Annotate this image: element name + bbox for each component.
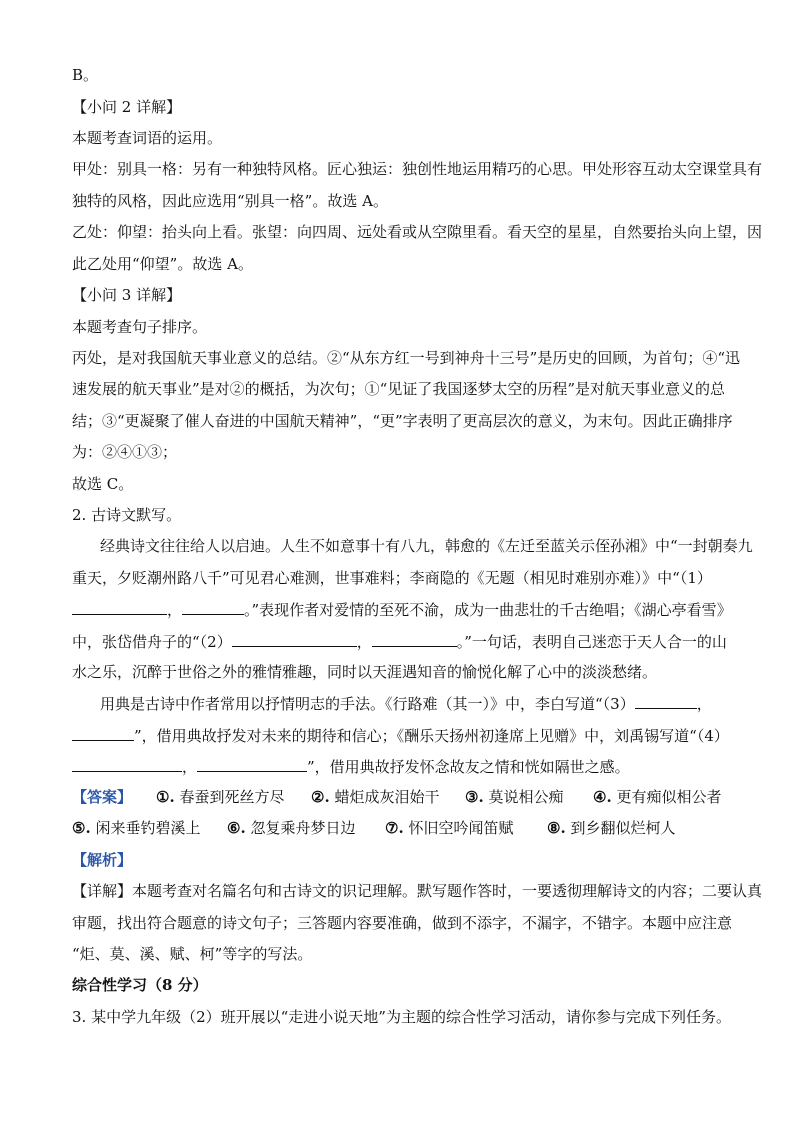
question-3-text: 3. 某中学九年级（2）班开展以“走进小说天地”为主题的综合性学习活动，请你参与完成下列任务。 — [72, 1008, 731, 1026]
text-line: ， ”，借用典故抒发怀念故友之情和恍如隔世之感。 — [72, 755, 630, 777]
text-line: 甲处：别具一格：另有一种独特风格。匠心独运：独创性地运用精巧的心思。甲处形容互动太空课堂具有 — [72, 160, 763, 178]
text-line: 故选 C。 — [72, 475, 134, 493]
text-line: 本题考查词语的运用。 — [72, 129, 223, 147]
fill-blank — [197, 755, 307, 772]
fill-blank — [72, 598, 167, 615]
fill-blank — [72, 724, 134, 741]
answer-item: ①. 春蚕到死丝方尽 — [156, 788, 285, 806]
fill-blank — [372, 630, 457, 647]
text-line: 中，张岱借舟子的“（2） ， 。”一句话，表明自己迷恋于天人合一的山 — [72, 630, 727, 652]
text-line: 此乙处用“仰望”。故选 A。 — [72, 255, 253, 273]
answer-item: ⑤. 闲来垂钓碧溪上 — [72, 819, 201, 837]
answer-row — [72, 786, 721, 808]
text-line: 速发展的航天事业”是对②的概括，为次句；①“见证了我国逐梦太空的历程”是对航天事业意义的总 — [72, 380, 726, 398]
text-line: “炬、莫、溪、赋、柯”等字的写法。 — [72, 945, 313, 963]
text-line: 结；③“更凝聚了催人奋进的中国航天精神”，“更”字表明了更高层次的意义，为末句。因此正确排序 — [72, 412, 733, 430]
answer-b-line: B。 — [72, 66, 99, 84]
subquestion-3-heading: 【小问 3 详解】 — [72, 286, 182, 304]
section-title: 综合性学习（8 分） — [72, 976, 208, 994]
analysis-label: 【解析】 — [72, 851, 133, 869]
answer-item: ⑥. 忽复乘舟梦日边 — [227, 819, 356, 837]
answer-item: ②. 蜡炬成灰泪始干 — [311, 788, 440, 806]
text-line: 乙处：仰望：抬头向上看。张望：向四周、远处看或从空隙里看。看天空的星星，自然要抬头向上望，因 — [72, 223, 763, 241]
text-line: 为：②④①③； — [72, 443, 178, 461]
fill-blank — [72, 755, 182, 772]
answer-item: ④. 更有痴似相公者 — [593, 788, 722, 806]
answer-item: ③. 莫说相公痴 — [465, 788, 564, 806]
answer-label: 【答案】 — [72, 788, 133, 806]
question-2-title: 2. 古诗文默写。 — [72, 506, 182, 524]
answer-item: ⑧. 到乡翻似烂柯人 — [547, 819, 676, 837]
fill-blank — [232, 630, 357, 647]
fill-blank — [182, 598, 244, 615]
text-line: 【详解】本题考查对名篇名句和古诗文的识记理解。默写题作答时，一要透彻理解诗文的内容；二要认真 — [72, 882, 763, 900]
subquestion-2-heading: 【小问 2 详解】 — [72, 98, 182, 116]
fill-blank — [635, 692, 697, 709]
text-line: 经典诗文往往给人以启迪。人生不如意事十有八九，韩愈的《左迁至蓝关示侄孙湘》中“一封朝奏九 — [100, 537, 753, 555]
text-line: 本题考查句子排序。 — [72, 318, 208, 336]
text-line: 重天，夕贬潮州路八千”可见君心难测，世事难料；李商隐的《无题（相见时难别亦难）》中“（1） — [72, 569, 712, 587]
answer-item: ⑦. 怀旧空吟闻笛赋 — [385, 819, 514, 837]
text-line: ”，借用典故抒发对未来的期待和信心；《酬乐天扬州初逢席上见赠》中，刘禹锡写道“（4） — [72, 724, 729, 746]
text-line: 独特的风格，因此应选用“别具一格”。故选 A。 — [72, 192, 388, 210]
text-line: ， 。”表现作者对爱情的至死不渝，成为一曲悲壮的千古绝唱；《湖心亭看雪》 — [72, 598, 732, 620]
text-line: 丙处，是对我国航天事业意义的总结。②“从东方红一号到神舟十三号”是历史的回顾，为首句；④“迅 — [72, 349, 741, 367]
answer-row — [72, 817, 675, 839]
text-line: 用典是古诗中作者常用以抒情明志的手法。《行路难（其一）》中，李白写道“（3） ， — [100, 692, 712, 714]
text-line: 水之乐，沉醉于世俗之外的雅情雅趣，同时以天涯遇知音的愉悦化解了心中的淡淡愁绪。 — [72, 663, 658, 681]
text-line: 审题，找出符合题意的诗文句子；三答题内容要准确，做到不添字，不漏字，不错字。本题中应注意 — [72, 914, 733, 932]
